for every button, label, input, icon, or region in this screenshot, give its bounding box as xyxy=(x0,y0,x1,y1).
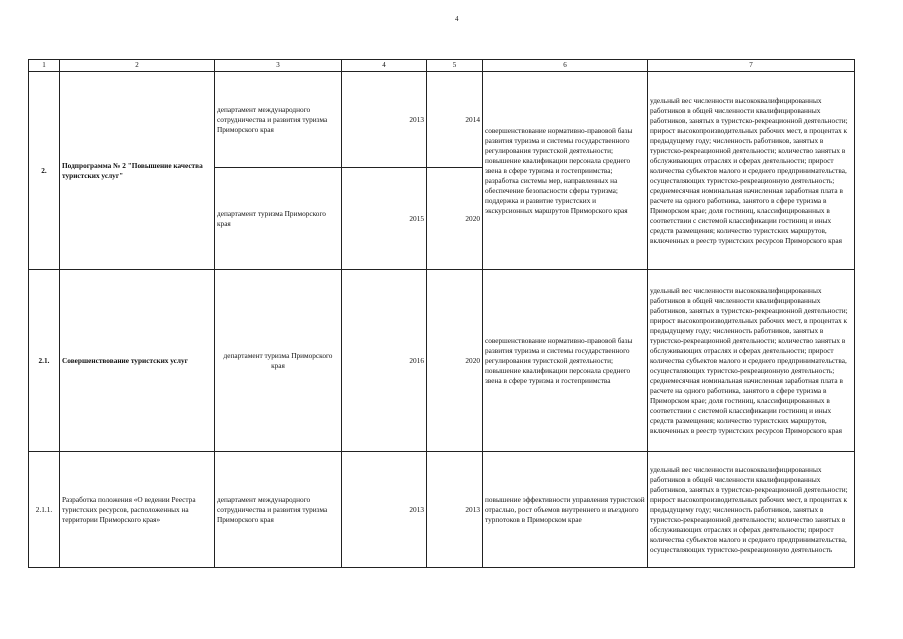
header-row xyxy=(29,60,855,72)
header-cell: 1 xyxy=(29,60,60,72)
row-start-year: 2015 xyxy=(342,168,427,270)
row-result: совершенствование нормативно-правовой базы развития туризма и системы государственного регулирования туристской деятельности; повышение квалификации персонала среднего звена в сфере туризма и гостеприимства; разработка системы мер, направленных на обеспечение безопасности сферы туризма; поддержка и развитие туристских и экскурсионных маршрутов Приморского края xyxy=(483,72,648,270)
program-table xyxy=(28,59,855,568)
row-end-year: 2013 xyxy=(427,452,483,568)
table-row xyxy=(29,452,855,568)
header-cell: 4 xyxy=(342,60,427,72)
row-end-year: 2020 xyxy=(427,168,483,270)
row-executor: департамент международного сотрудничества и развития туризма Приморского края xyxy=(215,452,342,568)
row-number: 2. xyxy=(29,72,60,270)
header-cell: 6 xyxy=(483,60,648,72)
row-indicators: удельный вес численности высококвалифицированных работников в общей численности квалифицированных работников, занятых в туристско-рекреационной деятельности; прирост высокопроизводительных рабочих мест, в процентах к предыдущему году; численность работников, занятых в туристско-рекреационной деятельности; количество занятых в обслуживающих отраслях и сферах деятельности; прирост количества субъектов малого и среднего предпринимательства, осуществляющих туристско-рекреационную деятельность; среднемесячная номинальная начисленная заработная плата в расчете на одного работника, занятого в сфере туризма в Приморском крае; доля гостиниц, классифицированных в соответствии с системой классификации гостиниц и иных средств размещения; количество туристских маршрутов, включенных в реестр туристских ресурсов Приморского края xyxy=(648,72,855,270)
row-end-year: 2020 xyxy=(427,270,483,452)
table-row xyxy=(29,72,855,168)
header-cell: 2 xyxy=(60,60,215,72)
row-indicators: удельный вес численности высококвалифицированных работников в общей численности квалифицированных работников, занятых в туристско-рекреационной деятельности; прирост высокопроизводительных рабочих мест, в процентах к предыдущему году; численность работников, занятых в туристско-рекреационной деятельности; количество занятых в обслуживающих отраслях и сферах деятельности; прирост количества субъектов малого и среднего предпринимательства, осуществляющих туристско-рекреационную деятельность xyxy=(648,452,855,568)
row-indicators: удельный вес численности высококвалифицированных работников в общей численности квалифицированных работников, занятых в туристско-рекреационной деятельности; прирост высокопроизводительных рабочих мест, в процентах к предыдущему году; численность работников, занятых в туристско-рекреационной деятельности; количество занятых в обслуживающих отраслях и сферах деятельности; прирост количества субъектов малого и среднего предпринимательства, осуществляющих туристско-рекреационную деятельность; среднемесячная номинальная начисленная заработная плата в расчете на одного работника, занятого в сфере туризма в Приморском крае; доля гостиниц, классифицированных в соответствии с системой классификации гостиниц и иных средств размещения; количество туристских маршрутов, включенных в реестр туристских ресурсов Приморского края xyxy=(648,270,855,452)
row-result: совершенствование нормативно-правовой базы развития туризма и системы государственного регулирования туристской деятельности; повышение квалификации персонала среднего звена в сфере туризма и гостеприимства xyxy=(483,270,648,452)
table-row xyxy=(29,270,855,452)
row-end-year: 2014 xyxy=(427,72,483,168)
row-number: 2.1.1. xyxy=(29,452,60,568)
row-start-year: 2013 xyxy=(342,452,427,568)
row-executor: департамент туризма Приморского края xyxy=(215,168,342,270)
row-start-year: 2016 xyxy=(342,270,427,452)
header-cell: 5 xyxy=(427,60,483,72)
row-executor: департамент туризма Приморского края xyxy=(215,270,342,452)
header-cell: 3 xyxy=(215,60,342,72)
row-title: Подпрограмма № 2 "Повышение качества туристских услуг" xyxy=(60,72,215,270)
row-result: повышение эффективности управления туристской отраслью, рост объемов внутреннего и въездного турпотоков в Приморском крае xyxy=(483,452,648,568)
row-executor: департамент международного сотрудничества и развития туризма Приморского края xyxy=(215,72,342,168)
row-number: 2.1. xyxy=(29,270,60,452)
header-cell: 7 xyxy=(648,60,855,72)
page-number: 4 xyxy=(455,15,459,23)
row-start-year: 2013 xyxy=(342,72,427,168)
row-title: Совершенствование туристских услуг xyxy=(60,270,215,452)
row-title: Разработка положения «О ведении Реестра туристских ресурсов, расположенных на территории Приморского края» xyxy=(60,452,215,568)
